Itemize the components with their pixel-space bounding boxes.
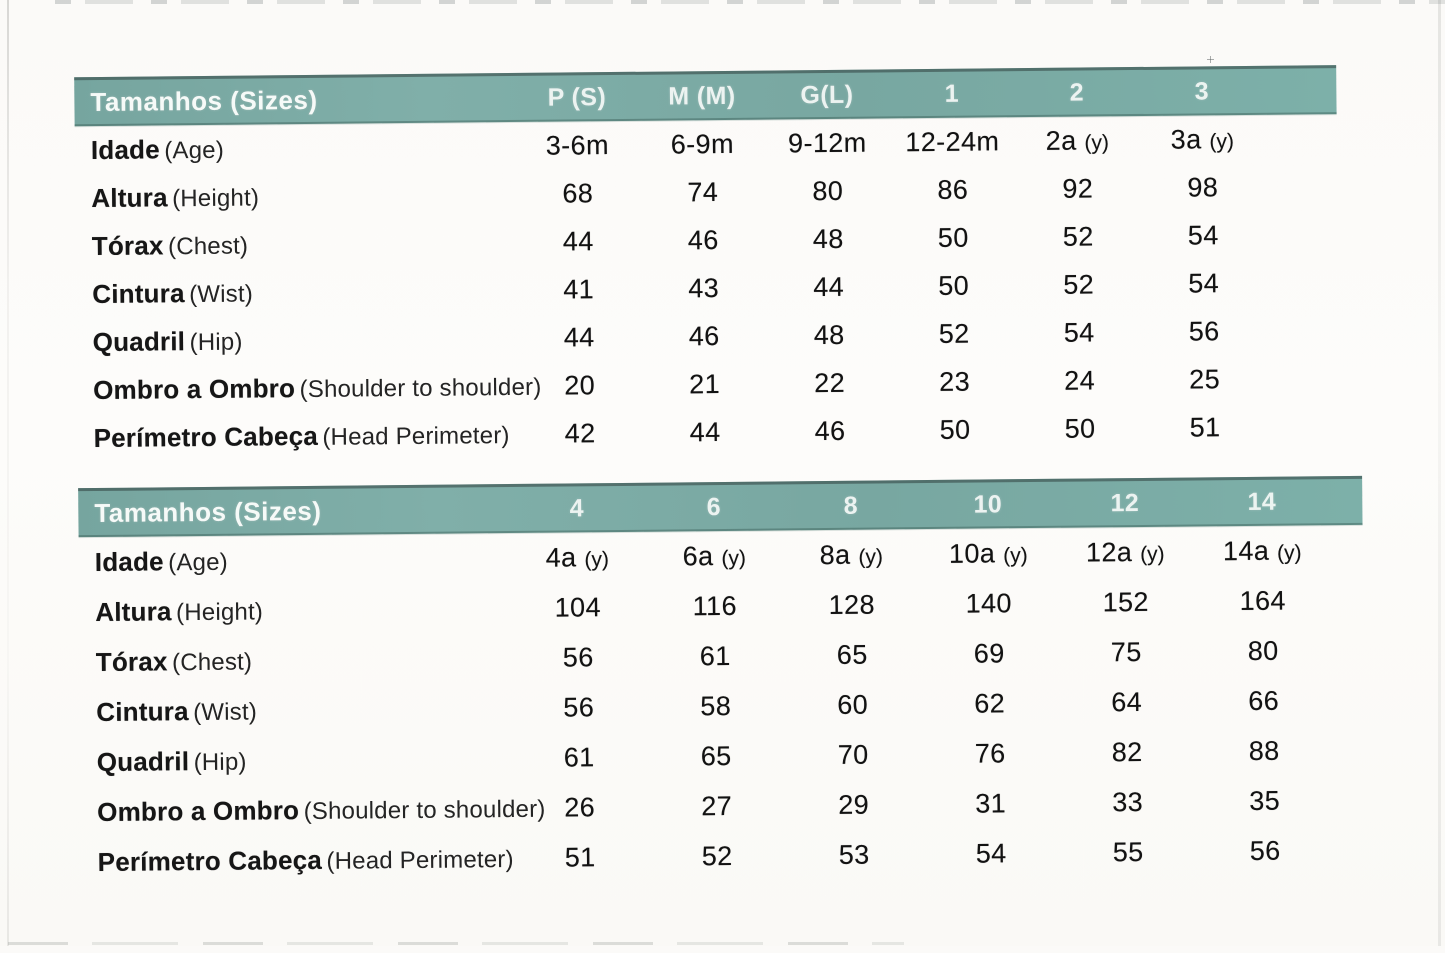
row-label-en: (Hip): [189, 328, 243, 356]
cell-value: 41: [563, 273, 595, 305]
cell-value: 2a (y): [1045, 125, 1110, 156]
cell-value: 56: [563, 691, 595, 723]
row-label-en: (Age): [164, 136, 225, 164]
row-label: [79, 593, 509, 628]
column-header: 4: [569, 493, 585, 522]
cell-value: 80: [1247, 635, 1279, 666]
cell-value: 6a (y): [682, 540, 747, 571]
column-header: 2: [1069, 78, 1085, 107]
cell-value: 46: [814, 415, 846, 446]
cell-value: 46: [688, 320, 720, 351]
cell-value: 23: [939, 366, 971, 397]
cell-value: 35: [1249, 785, 1281, 816]
cell-value: 22: [814, 367, 846, 398]
row-label-en: (Wist): [188, 279, 254, 308]
cell-value: 46: [687, 224, 719, 255]
row-label: [77, 370, 542, 405]
row-label-en: (Age): [168, 548, 229, 576]
cell-value: 25: [1189, 363, 1221, 395]
row-label-en: (Height): [171, 183, 260, 212]
row-label-en: (Hip): [193, 748, 247, 776]
size-table-kids: [78, 475, 1445, 887]
cell-value: 52: [1062, 220, 1094, 252]
cell-value: 88: [1248, 735, 1280, 766]
column-header: M (M): [668, 81, 736, 111]
cell-value: 52: [701, 840, 733, 871]
cell-value: 44: [689, 416, 721, 447]
cell-value: 44: [813, 271, 845, 302]
row-label-en: (Height): [175, 597, 264, 626]
cell-value: 82: [1111, 736, 1143, 767]
cell-value: 20: [564, 369, 596, 401]
cell-value: 4a (y): [545, 541, 610, 573]
row-label: [77, 418, 517, 453]
cell-value: 64: [1111, 686, 1143, 717]
cell-value: 104: [554, 591, 602, 623]
cell-value: 65: [836, 639, 868, 670]
cell-value: 51: [564, 841, 596, 873]
row-label-en: (Wist): [193, 697, 258, 726]
table-rows: [79, 524, 1445, 887]
row-label: [76, 274, 516, 309]
cell-value: 56: [562, 641, 594, 673]
cell-value: 48: [813, 319, 845, 350]
column-header: 1: [944, 79, 960, 108]
row-label-en: (Shoulder to shoulder): [299, 373, 542, 403]
row-label: [82, 843, 512, 878]
size-table-baby: [74, 64, 1445, 462]
cell-value: 56: [1249, 835, 1281, 866]
cell-value: 116: [692, 590, 738, 621]
cell-value: 12-24m: [905, 125, 1000, 157]
cell-value: 55: [1112, 836, 1144, 867]
cell-value: 8a (y): [819, 539, 884, 570]
column-header: 6: [706, 492, 722, 521]
row-label: [81, 793, 546, 828]
row-label-pt: Ombro a Ombro: [93, 372, 296, 405]
row-label-pt: Idade: [90, 133, 160, 165]
cell-value: 43: [688, 272, 720, 303]
cell-value: 10a (y): [948, 537, 1028, 569]
row-label: [81, 743, 511, 778]
row-label-pt: Perímetro Cabeça: [93, 420, 319, 453]
cell-value: 128: [828, 589, 876, 620]
row-label-en: (Chest): [171, 648, 253, 676]
cell-value: 33: [1112, 786, 1144, 817]
cell-value: 54: [1187, 219, 1219, 251]
row-label: [80, 693, 510, 728]
row-label-pt: Tórax: [91, 229, 164, 261]
table-title: Tamanhos (Sizes): [90, 84, 318, 117]
cell-value: 52: [938, 318, 970, 349]
cell-value: 76: [974, 737, 1006, 769]
cell-value: 65: [700, 740, 732, 771]
cell-value: 29: [838, 789, 870, 820]
row-label-pt: Tórax: [95, 645, 168, 677]
column-header: 10: [973, 489, 1003, 519]
cell-value: 48: [812, 223, 844, 254]
cell-value: 61: [563, 741, 595, 773]
cell-value: 60: [837, 689, 869, 720]
column-header: 8: [843, 491, 859, 520]
cell-value: 164: [1239, 585, 1287, 616]
cell-value: 152: [1102, 586, 1150, 617]
column-header: 14: [1247, 487, 1277, 516]
row-label: [80, 643, 510, 678]
row-label: [75, 178, 515, 213]
cell-value: 50: [1064, 412, 1096, 444]
cell-value: 54: [975, 837, 1007, 869]
column-header: 12: [1110, 488, 1140, 517]
cell-value: 70: [837, 739, 869, 770]
cell-value: 31: [975, 787, 1007, 819]
cell-value: 42: [564, 417, 596, 449]
row-label-pt: Ombro a Ombro: [97, 794, 300, 827]
column-header: G(L): [800, 80, 854, 109]
cell-value: 74: [687, 176, 719, 207]
cell-value: 6-9m: [670, 128, 735, 159]
row-label-en: (Chest): [167, 232, 249, 260]
cell-value: 86: [937, 174, 969, 205]
cell-value: 52: [1063, 268, 1095, 300]
table-rows: [75, 113, 1445, 462]
row-label-en: (Head Perimeter): [326, 845, 514, 875]
cell-value: 80: [812, 175, 844, 206]
cell-value: 3a (y): [1170, 123, 1235, 155]
row-label-pt: Altura: [91, 181, 168, 213]
cell-value: 54: [1063, 316, 1095, 348]
table-title: Tamanhos (Sizes): [94, 495, 322, 528]
row-label: [79, 543, 509, 578]
row-label-pt: Altura: [95, 595, 172, 627]
cell-value: 44: [563, 321, 595, 353]
cell-value: 51: [1189, 411, 1221, 443]
cell-value: 21: [689, 368, 721, 399]
cell-value: 62: [974, 687, 1006, 719]
column-header: 3: [1194, 76, 1210, 105]
row-label-en: (Shoulder to shoulder): [303, 795, 546, 825]
cell-value: 14a (y): [1222, 535, 1302, 566]
cell-value: 54: [1188, 267, 1220, 299]
row-label: [77, 322, 517, 357]
cell-value: 26: [564, 791, 596, 823]
cell-value: 53: [838, 839, 870, 870]
cell-value: 12a (y): [1085, 536, 1165, 568]
row-label: [75, 130, 515, 165]
cell-value: 50: [938, 270, 970, 301]
cell-value: 9-12m: [787, 127, 867, 158]
row-label-pt: Quadril: [92, 325, 186, 357]
row-label-pt: Perímetro Cabeça: [97, 844, 323, 877]
row-label: [76, 226, 516, 261]
row-label-en: (Head Perimeter): [322, 421, 510, 451]
cell-value: 44: [562, 225, 594, 257]
column-header: P (S): [547, 82, 607, 112]
cell-value: 69: [973, 637, 1005, 669]
cell-value: 27: [701, 790, 733, 821]
cell-value: 98: [1187, 171, 1219, 203]
cell-value: 56: [1188, 315, 1220, 347]
row-label-pt: Idade: [94, 545, 164, 577]
cell-value: 140: [965, 587, 1013, 619]
cell-value: 24: [1064, 364, 1096, 396]
row-label-pt: Quadril: [96, 745, 190, 777]
cell-value: 50: [937, 222, 969, 253]
cell-value: 3-6m: [545, 129, 610, 161]
cell-value: 61: [699, 640, 731, 671]
row-label-pt: Cintura: [92, 277, 185, 309]
cell-value: 50: [939, 414, 971, 445]
cell-value: 75: [1110, 636, 1142, 667]
row-label-pt: Cintura: [96, 695, 189, 727]
cell-value: 58: [700, 690, 732, 721]
cell-value: 92: [1062, 172, 1094, 204]
cell-value: 68: [562, 177, 594, 209]
cell-value: 66: [1248, 685, 1280, 716]
